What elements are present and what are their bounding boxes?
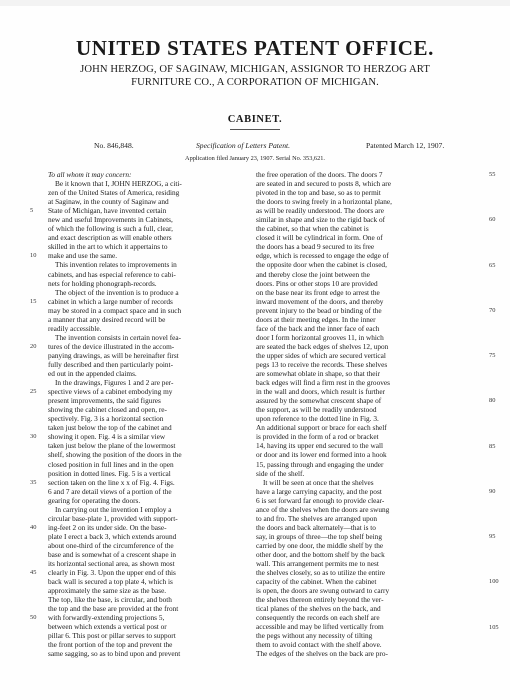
text-line: on the base near its front edge to arrest the	[256, 287, 380, 297]
text-line: pegs 13 to receive the records. These shelves	[256, 359, 388, 369]
text-line: tures of the device illustrated in the accom-	[48, 341, 175, 351]
line-number: 30	[30, 433, 37, 441]
text-line: the doors and back alternately—that is to	[256, 522, 376, 532]
text-line: the shelves thereon entirely beyond the ver-	[256, 595, 384, 605]
patented-date: Patented March 12, 1907.	[366, 141, 445, 150]
specification-label: Specification of Letters Patent.	[196, 141, 291, 150]
text-line: or door and its lower end formed into a hook	[256, 450, 387, 460]
line-number: 25	[30, 388, 37, 396]
line-number: 100	[489, 578, 499, 586]
text-line: The object of the invention is to produce a	[55, 287, 179, 297]
text-line: 14, having its upper end secured to the wall	[256, 441, 384, 451]
text-line: side of the shelf.	[256, 468, 305, 478]
text-line: closed position in full lines and in the open	[48, 459, 174, 469]
text-line: the shelves closely, so as to utilize the entire	[256, 568, 386, 578]
text-line: back wall is secured a top plate 4, which is	[48, 577, 173, 587]
text-line: The edges of the shelves on the back are pro-	[256, 649, 388, 659]
text-line: of which the following is such a full, clear,	[48, 224, 173, 234]
text-line: similar in shape and size to the rigid back of	[256, 215, 386, 225]
text-line: to and fro. The shelves are arranged upon	[256, 513, 378, 523]
text-line: and exact description as will enable others	[48, 233, 172, 243]
text-line: shelf, showing the position of the doors in the	[48, 450, 182, 460]
text-line: nets for holding phonograph-records.	[48, 278, 157, 288]
inventor-line: JOHN HERZOG, OF SAGINAW, MICHIGAN, ASSIGNOR TO HERZOG ART	[80, 64, 430, 75]
text-line: the opposite door when the cabinet is closed,	[256, 260, 387, 270]
text-line: the top and the base are provided at the front	[48, 604, 179, 614]
text-line: the cabinet, so that when the cabinet is	[256, 224, 369, 234]
text-line: at Saginaw, in the county of Saginaw and	[48, 197, 169, 207]
text-line: about one-third of the circumference of the	[48, 540, 174, 550]
text-line: An additional support or brace for each shelf	[256, 423, 387, 433]
line-number: 70	[489, 306, 496, 314]
text-line: are seated in and secured to posts 8, which are	[256, 179, 391, 189]
text-line: capacity of the cabinet. When the cabinet	[256, 577, 377, 587]
text-line: its horizontal sectional area, as shown most	[48, 559, 175, 569]
text-line: gearing for operating the doors.	[48, 495, 141, 505]
assignee-line: FURNITURE CO., A CORPORATION OF MICHIGAN.	[131, 76, 379, 88]
text-line: panying drawings, as will be hereinafter first	[48, 350, 179, 360]
text-line: zen of the United States of America, residing	[48, 188, 180, 198]
text-line: are somewhat oblate in shape, so that their	[256, 369, 381, 379]
text-line: doors at their meeting edges. In the inner	[256, 314, 376, 324]
text-line: pivoted in the top and base, so as to permit	[256, 188, 381, 198]
text-line: This invention relates to improvements in	[55, 260, 177, 270]
line-number: 5	[30, 207, 34, 215]
line-number: 40	[30, 523, 37, 531]
text-line: plate I erect a back 3, which extends around	[48, 531, 177, 541]
patent-number: No. 846,848.	[94, 141, 134, 150]
text-line: It will be seen at once that the shelves	[263, 477, 374, 487]
text-line: them to avoid contact with the shelf above.	[256, 640, 382, 650]
text-line: State of Michigan, have invented certain	[48, 206, 167, 216]
line-number: 35	[30, 478, 37, 486]
text-line: other door, and the bottom shelf by the back	[256, 549, 385, 559]
line-number: 105	[489, 623, 499, 631]
text-line: fully described and then particularly point-	[48, 359, 174, 369]
line-number: 50	[30, 614, 37, 622]
text-line: have a large carrying capacity, and the post	[256, 486, 382, 496]
text-line: showing the cabinet closed and open, re-	[48, 405, 167, 415]
text-line: the support, as will be readily understood	[256, 405, 377, 415]
text-line: the free operation of the doors. The doors 7	[256, 170, 383, 179]
text-line: In the drawings, Figures 1 and 2 are per-	[55, 378, 174, 388]
text-line: readily accessible.	[48, 323, 102, 333]
line-number: 60	[489, 216, 496, 224]
text-line: section taken on the line x x of Fig. 4. Figs.	[48, 477, 175, 487]
line-number: 45	[30, 569, 37, 577]
text-line: position in dotted lines. Fig. 5 is a vertical	[48, 468, 171, 478]
text-line: base and is somewhat of a crescent shape in	[48, 549, 177, 559]
line-number: 65	[489, 261, 496, 269]
text-line: between which extends a vertical post or	[48, 622, 167, 632]
text-line: spective views of a cabinet embodying my	[48, 387, 173, 397]
text-line: new and useful Improvements in Cabinets,	[48, 215, 173, 225]
line-number: 15	[30, 297, 37, 305]
line-number: 95	[489, 533, 496, 540]
text-line: 6 is set forward far enough to provide clear-	[256, 495, 385, 505]
text-line: the doors to swing freely in a horizontal plane,	[256, 197, 392, 207]
text-line: back edges will find a firm rest in the grooves	[256, 378, 390, 388]
line-number: 75	[489, 352, 496, 359]
inventor-assignee-heading	[40, 64, 470, 89]
scan-top-edge	[0, 0, 510, 6]
text-line: ed out in the appended claims.	[48, 369, 137, 379]
text-line: cabinets, and has especial reference to cabi-	[48, 269, 176, 279]
text-line: assured by the somewhat crescent shape of	[256, 396, 382, 406]
text-line: upon reference to the dotted line in Fig. 3.	[256, 414, 379, 424]
text-line: circular base-plate 1, provided with support-	[48, 513, 178, 523]
text-line: prevent injury to the bead or binding of the	[256, 305, 382, 315]
invention-title: CABINET.	[227, 114, 283, 125]
text-line: taken just below the top of the cabinet and	[48, 423, 172, 433]
text-line: face of the back and the inner face of each	[256, 323, 380, 333]
text-line: The top, like the base, is circular, and both	[48, 595, 172, 605]
text-line: carried by one door, the middle shelf by the	[256, 540, 384, 550]
text-line: ance of the shelves when the doors are swung	[256, 504, 390, 514]
line-number: 10	[30, 252, 37, 260]
text-line: The invention consists in certain novel fea-	[55, 332, 182, 342]
text-line: clearly in Fig. 3. Upon the upper end of this	[48, 568, 176, 578]
line-number: 90	[489, 487, 496, 495]
text-line: make and use the same.	[48, 251, 118, 261]
title-rule	[230, 129, 280, 130]
text-line: same sagging, so as to bind upon and prevent	[48, 649, 181, 659]
text-line: the front portion of the top and prevent the	[48, 640, 173, 650]
text-line: wall. This arrangement permits me to nest	[256, 559, 379, 569]
text-line: are seated the back edges of shelves 12, upon	[256, 341, 389, 351]
text-line: the doors has a bead 9 secured to its free	[256, 242, 375, 252]
right-text-column	[256, 170, 482, 659]
text-line: spectively. Fig. 3 is a horizontal section	[48, 414, 164, 424]
text-line: showing it open. Fig. 4 is a similar view	[48, 432, 166, 442]
application-line: Application filed January 23, 1907. Serial No. 353,621.	[185, 155, 325, 162]
text-line: and thereby close the joint between the	[256, 269, 370, 279]
text-line: approximately the same size as the base.	[48, 586, 167, 596]
text-line: edge, which is recessed to engage the edge of	[256, 251, 389, 261]
text-line: the pegs without any necessity of tilting	[256, 631, 373, 641]
text-line: taken just below the plane of the lowermost	[48, 441, 176, 451]
text-line: cabinet in which a large number of records	[48, 296, 173, 306]
office-title: UNITED STATES PATENT OFFICE.	[76, 36, 434, 60]
text-line: say, in groups of three—the top shelf being	[256, 531, 382, 541]
text-line: ing-feet 2 on its under side. On the base-	[48, 522, 167, 532]
text-line: present improvements, the said figures	[48, 396, 161, 406]
line-number: 20	[30, 342, 37, 350]
text-line: skilled in the art to which it appertains to	[48, 242, 168, 252]
text-line: is provided in the form of a rod or bracket	[256, 432, 379, 442]
text-line: door I form horizontal grooves 11, in which	[256, 332, 384, 342]
text-line: a manner that any desired record will be	[48, 314, 166, 324]
text-line: may be stored in a compact space and in such	[48, 305, 182, 315]
text-line: is open, the doors are swung outward to carry	[256, 586, 390, 596]
text-line: doors. Pins or other stops 10 are provided	[256, 278, 378, 288]
text-line: closed it will be cylindrical in form. One of	[256, 233, 383, 243]
text-line: as will be readily understood. The doors are	[256, 206, 384, 216]
text-line: the upper sides of which are secured vertical	[256, 350, 386, 360]
text-line: consequently the records on each shelf are	[256, 613, 380, 623]
line-number: 55	[489, 171, 496, 178]
text-line: tical planes of the shelves on the back, and	[256, 604, 381, 614]
left-text-column	[48, 170, 274, 659]
text-line: To all whom it may concern:	[48, 170, 132, 179]
text-line: inward movement of the doors, and thereby	[256, 296, 384, 306]
text-line: accessible and may be lifted vertically from	[256, 622, 384, 632]
line-number: 85	[489, 442, 496, 450]
text-line: with forwardly-extending projections 5,	[48, 613, 165, 623]
line-number: 80	[489, 397, 496, 405]
text-line: 15, passing through and engaging the under	[256, 459, 384, 469]
text-line: 6 and 7 are detail views of a portion of the	[48, 486, 172, 496]
text-line: Be it known that I, JOHN HERZOG, a citi-	[55, 179, 182, 189]
text-line: pillar 6. This post or pillar serves to support	[48, 631, 176, 641]
text-line: in the wall and doors, which result is further	[256, 387, 386, 397]
text-line: In carrying out the invention I employ a	[55, 504, 172, 514]
